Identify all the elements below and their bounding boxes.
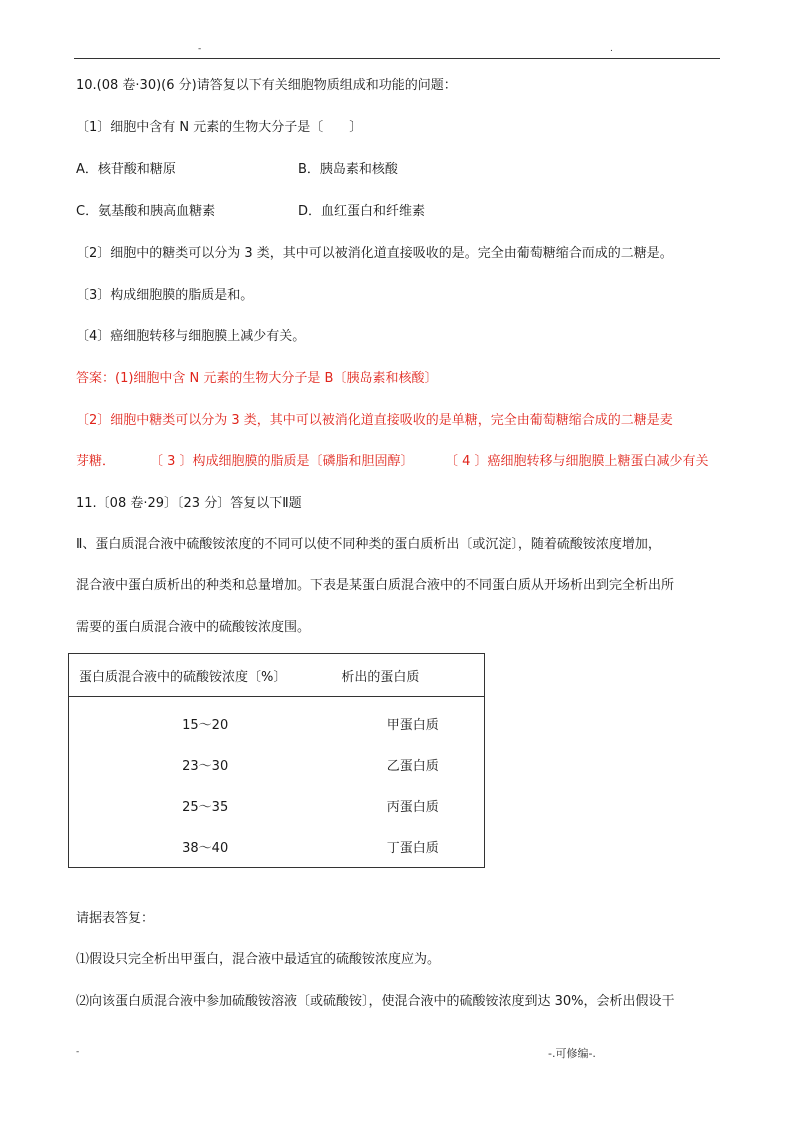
table-header-row xyxy=(69,654,485,697)
q10-part1: 〔1〕细胞中含有 N 元素的生物大分子是〔 〕 xyxy=(76,120,363,135)
q11-title: 11.〔08 卷·29〕〔23 分〕答复以下Ⅱ题 xyxy=(76,496,302,511)
q10-answer-4: 〔 4 〕癌细胞转移与细胞膜上糖蛋白减少有关 xyxy=(445,454,709,469)
table-row xyxy=(69,785,485,826)
precipitation-table xyxy=(68,653,485,868)
q10-part2: 〔2〕细胞中的糖类可以分为 3 类，其中可以被消化道直接吸收的是。完全由葡萄糖缩合而成的二糖是。 xyxy=(76,246,673,261)
q10-answer-2b: 芽糖． xyxy=(76,454,116,469)
footer-editable-note: -.可修编-. xyxy=(548,1047,596,1060)
q10-part3: 〔3〕构成细胞膜的脂质是和。 xyxy=(76,288,254,303)
table-row xyxy=(69,826,485,868)
header-rule xyxy=(74,58,720,59)
q10-option-d: D．血红蛋白和纤维素 xyxy=(298,204,426,219)
q10-answer-3: 〔 3 〕构成细胞膜的脂质是〔磷脂和胆固醇〕 xyxy=(150,454,414,469)
q10-option-a: A．核苷酸和糖原 xyxy=(76,162,176,177)
table-header-protein: 析出的蛋白质 xyxy=(341,654,484,697)
header-right-mark: . xyxy=(610,44,613,54)
q11-subquestion-2: ⑵向该蛋白质混合液中参加硫酸铵溶液〔或硫酸铵〕，使混合液中的硫酸铵浓度到达 30%，会析出假设干 xyxy=(76,994,675,1009)
table-cell-concentration: 15～20 xyxy=(182,718,229,733)
q11-ask: 请据表答复： xyxy=(76,911,155,926)
table-cell-concentration: 25～35 xyxy=(182,800,229,815)
q10-answer-1: 答案：(1)细胞中含 N 元素的生物大分子是 B〔胰岛素和核酸〕 xyxy=(76,371,438,386)
q10-title: 10.(08 卷·30)(6 分)请答复以下有关细胞物质组成和功能的问题： xyxy=(76,78,457,93)
footer-left-mark: - xyxy=(76,1047,80,1057)
q10-option-b: B．胰岛素和核酸 xyxy=(298,162,398,177)
table-header-concentration: 蛋白质混合液中的硫酸铵浓度〔%〕 xyxy=(69,654,342,697)
q10-answer-2a: 〔2〕细胞中糖类可以分为 3 类，其中可以被消化道直接吸收的是单糖，完全由葡萄糖缩合成的二糖是麦 xyxy=(76,413,673,428)
table-cell-concentration: 38～40 xyxy=(182,841,229,856)
table-cell-protein: 丙蛋白质 xyxy=(386,800,439,815)
q11-intro-1: Ⅱ、蛋白质混合液中硫酸铵浓度的不同可以使不同种类的蛋白质析出〔或沉淀〕，随着硫酸铵浓度增加， xyxy=(76,537,661,552)
table-cell-concentration: 23～30 xyxy=(182,759,229,774)
q11-intro-3: 需要的蛋白质混合液中的硫酸铵浓度围。 xyxy=(76,620,311,635)
table-cell-protein: 甲蛋白质 xyxy=(386,718,439,733)
q11-intro-2: 混合液中蛋白质析出的种类和总量增加。下表是某蛋白质混合液中的不同蛋白质从开场析出到完全析出所 xyxy=(76,578,675,593)
table-row xyxy=(69,697,485,745)
q10-option-c: C．氨基酸和胰高血糖素 xyxy=(76,204,216,219)
table-cell-protein: 乙蛋白质 xyxy=(386,759,439,774)
table-row xyxy=(69,744,485,785)
q11-subquestion-1: ⑴假设只完全析出甲蛋白，混合液中最适宜的硫酸铵浓度应为。 xyxy=(76,952,441,967)
table-cell-protein: 丁蛋白质 xyxy=(386,841,439,856)
q10-part4: 〔4〕癌细胞转移与细胞膜上减少有关。 xyxy=(76,329,306,344)
header-left-mark: - xyxy=(198,44,202,54)
